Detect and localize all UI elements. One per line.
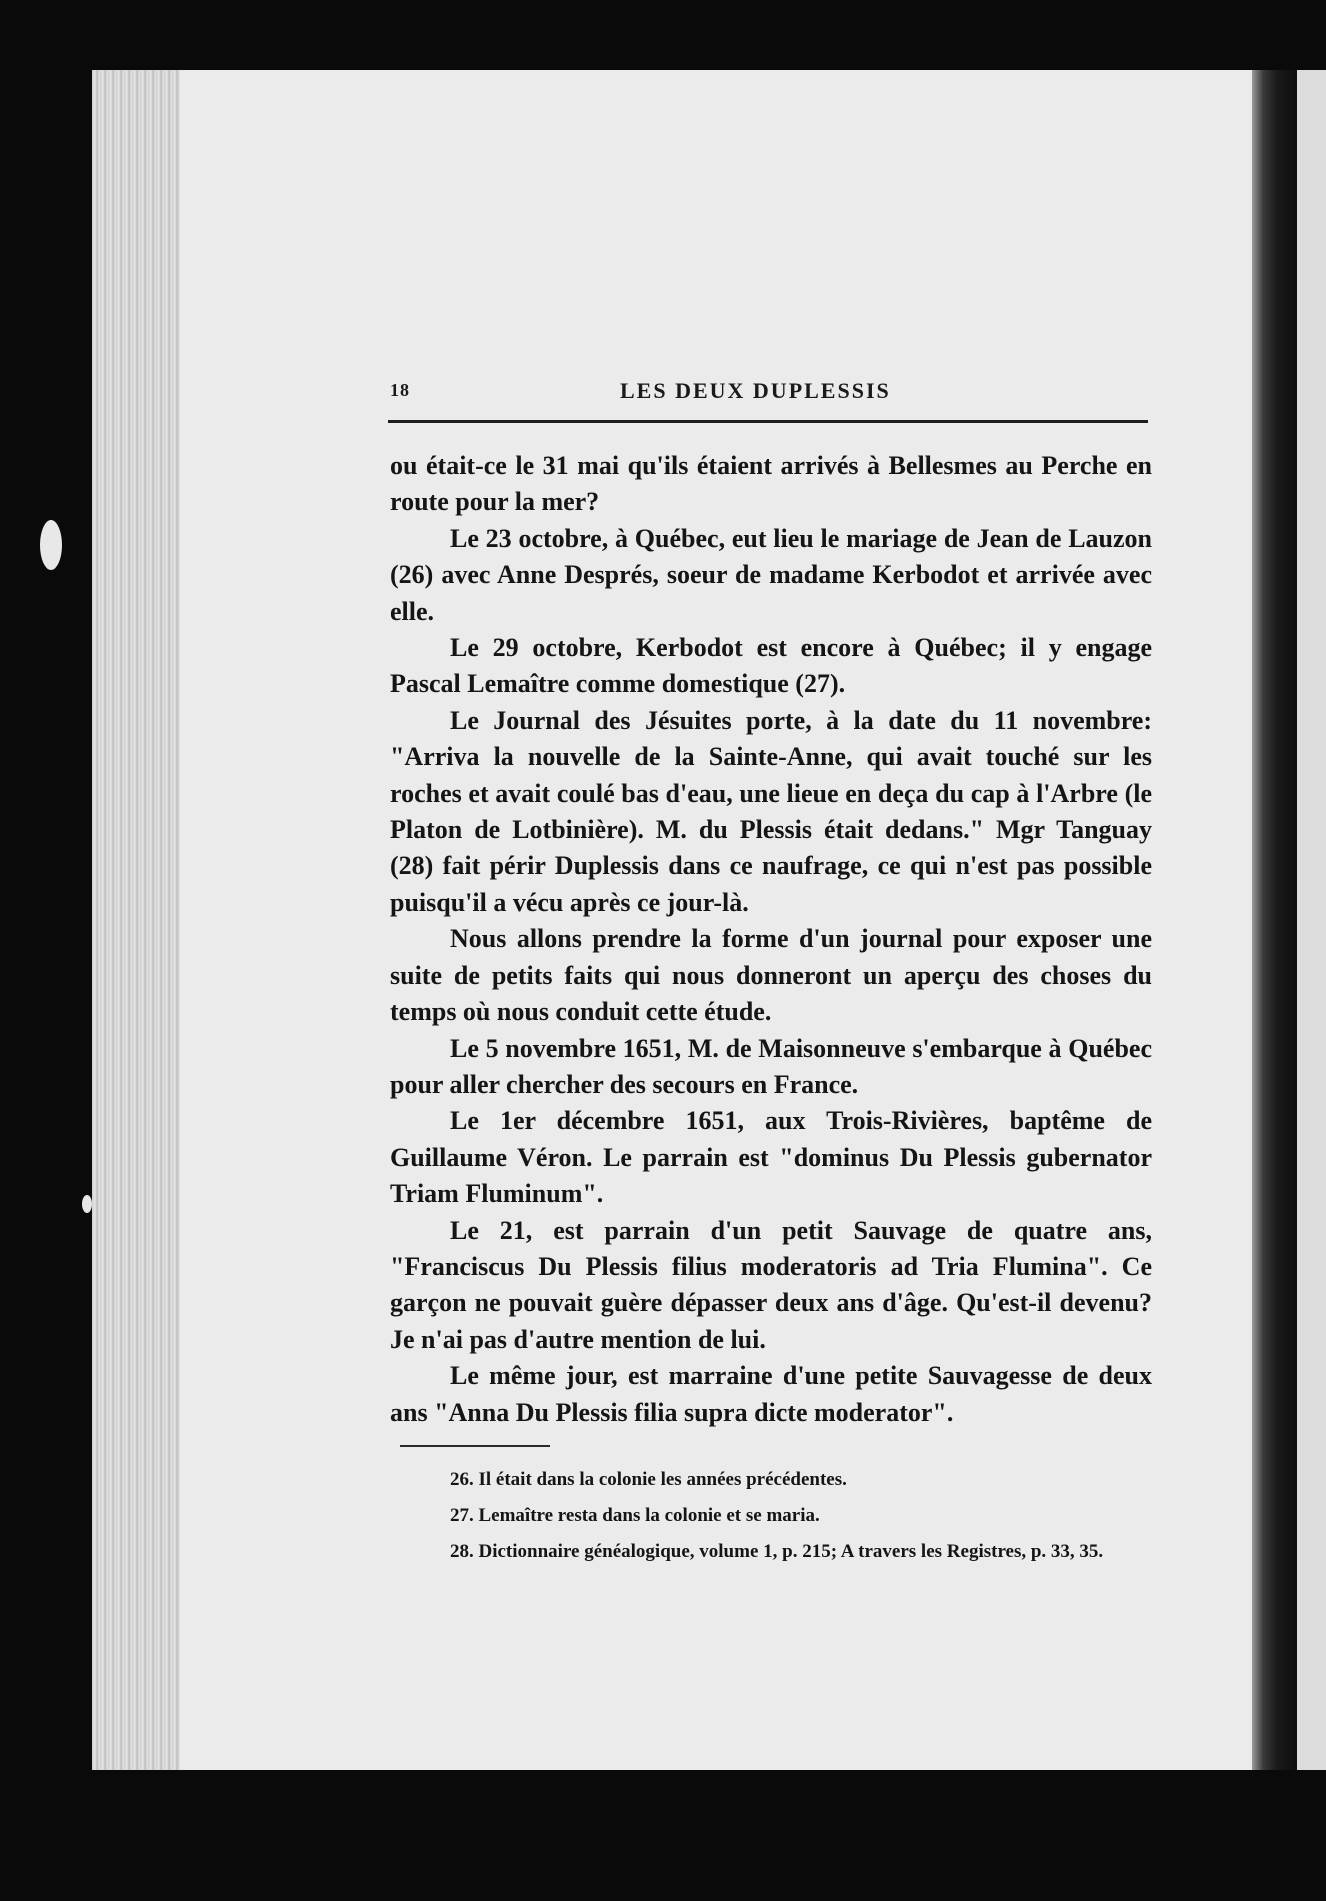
footnote-rule	[400, 1445, 550, 1447]
page-number: 18	[390, 380, 410, 400]
footnote: 26. Il était dans la colonie les années précédentes.	[450, 1469, 847, 1490]
paragraph: Le 5 novembre 1651, M. de Maisonneuve s'embarque à Québec pour aller chercher des secours en France.	[390, 1033, 1152, 1099]
scan-artifact-dot	[82, 1195, 92, 1213]
paragraph: Le 29 octobre, Kerbodot est encore à Québec; il y engage Pascal Lemaître comme domestique (27).	[390, 633, 1152, 699]
footnote: 27. Lemaître resta dans la colonie et se maria.	[450, 1505, 820, 1526]
binding-gutter	[1252, 70, 1297, 1770]
paragraph: Le 23 octobre, à Québec, eut lieu le mariage de Jean de Lauzon (26) avec Anne Després, soeur de madame Kerbodot et arrivée avec elle.	[390, 523, 1152, 626]
page-edges	[92, 70, 192, 1770]
paragraph: Le Journal des Jésuites porte, à la date du 11 novembre: "Arriva la nouvelle de la Sainte-Anne, qui avait touché sur les roches et avait coulé bas d'eau, une lieue en deça du cap à l'Arbre (le Platon de Lotbinière). M. du Plessis était dedans." Mgr Tanguay (28) fait périr Duplessis dans ce naufrage, ce qui n'est pas possible puisqu'il a vécu après ce jour-là.	[390, 705, 1152, 917]
next-page-edge	[1297, 70, 1326, 1770]
paragraph: Le 1er décembre 1651, aux Trois-Rivières, baptême de Guillaume Véron. Le parrain est "dominus Du Plessis gubernator Triam Fluminum".	[390, 1106, 1152, 1209]
running-head	[390, 380, 1150, 410]
scan-artifact-blob	[40, 520, 62, 570]
paragraph: Nous allons prendre la forme d'un journal pour exposer une suite de petits faits qui nous donneront un aperçu des choses du temps où nous conduit cette étude.	[390, 924, 1152, 1027]
paragraph: ou était-ce le 31 mai qu'ils étaient arrivés à Bellesmes au Perche en route pour la mer?	[390, 451, 1152, 517]
footnotes	[400, 1462, 1152, 1570]
header-rule	[388, 420, 1148, 423]
running-title: LES DEUX DUPLESSIS	[620, 378, 891, 403]
footnote: 28. Dictionnaire généalogique, volume 1, p. 215; A travers les Registres, p. 33, 35.	[450, 1541, 1104, 1562]
body-text	[390, 448, 1152, 1431]
paragraph: Le même jour, est marraine d'une petite Sauvagesse de deux ans "Anna Du Plessis filia supra dicte moderator".	[390, 1361, 1152, 1427]
paragraph: Le 21, est parrain d'un petit Sauvage de quatre ans, "Franciscus Du Plessis filius moderatoris ad Tria Flumina". Ce garçon ne pouvait guère dépasser deux ans d'âge. Qu'est-il devenu? Je n'ai pas d'autre mention de lui.	[390, 1215, 1152, 1354]
